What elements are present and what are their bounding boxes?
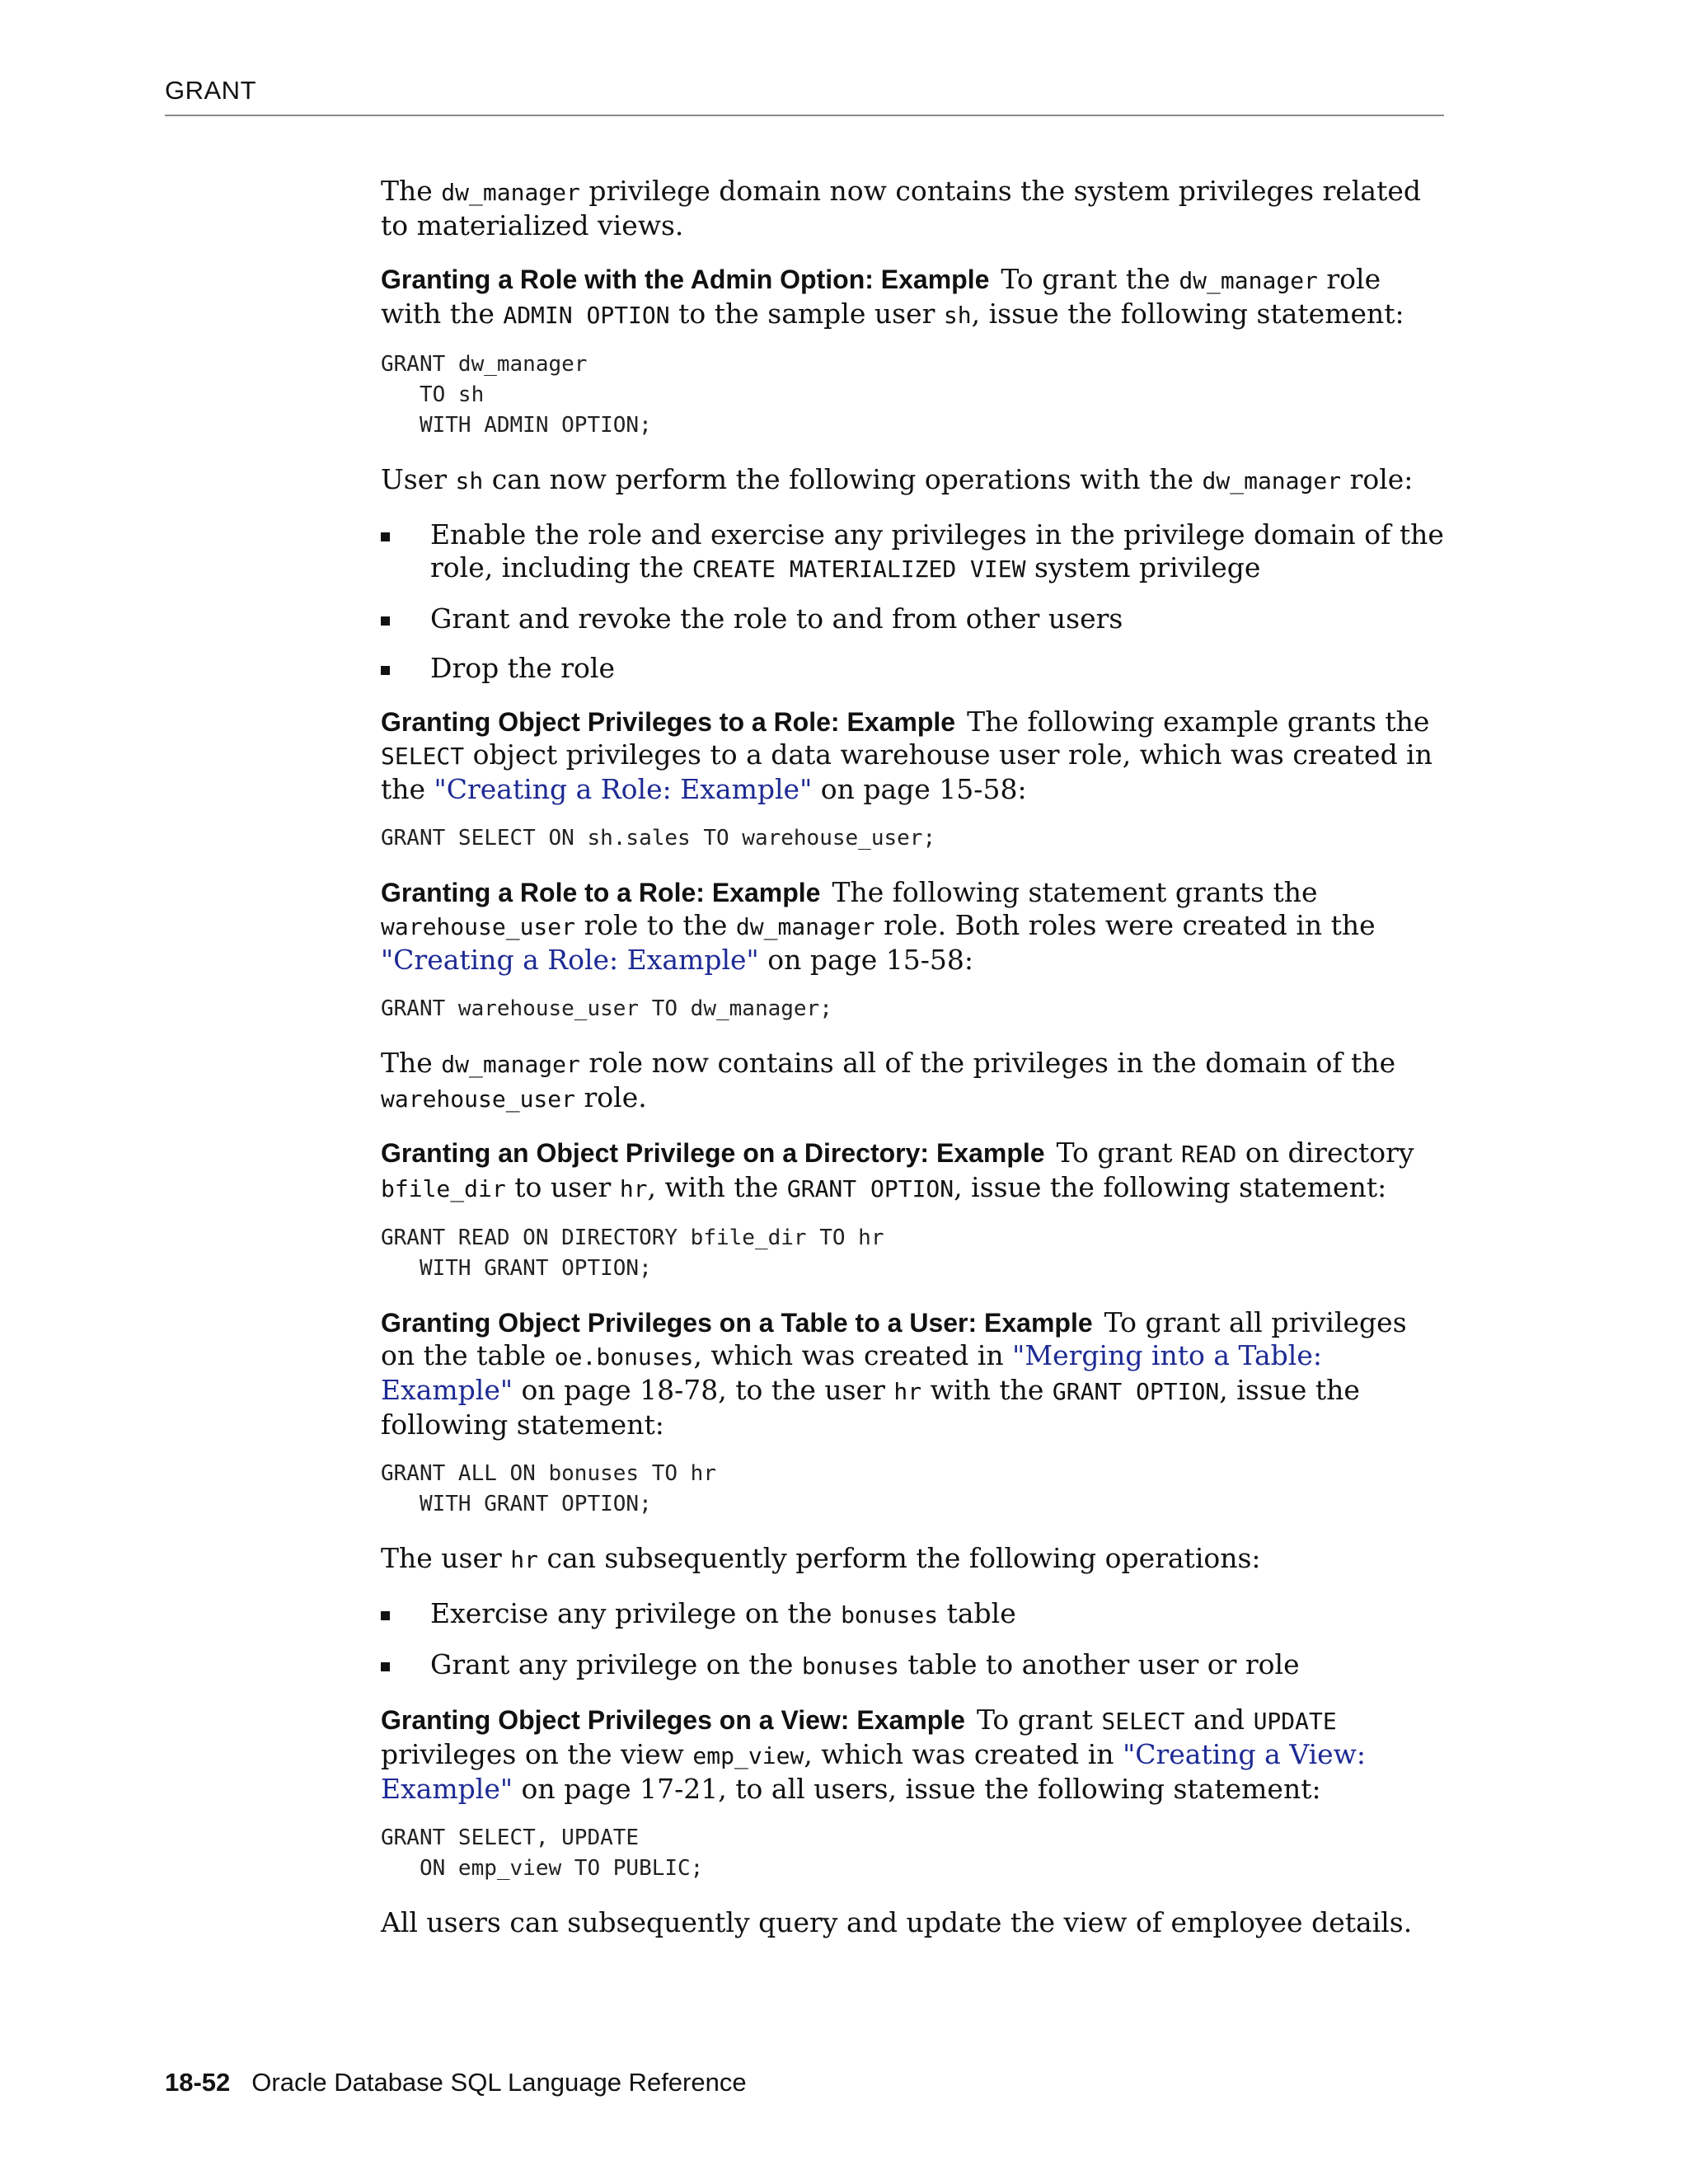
paragraph-user-sh [381, 463, 1444, 498]
text: to user [505, 1171, 620, 1203]
text: table [938, 1597, 1016, 1629]
bullet-list [381, 1597, 1444, 1683]
text: , issue the following statement: [954, 1171, 1387, 1203]
text: Drop the role [430, 652, 615, 684]
inline-code: dw_manager [441, 1051, 580, 1078]
inline-code: dw_manager [1202, 467, 1342, 494]
text: The [381, 175, 442, 207]
text: Grant any privilege on the [430, 1648, 802, 1680]
cross-reference-link[interactable]: "Creating a Role: Example" [434, 773, 813, 805]
book-title: Oracle Database SQL Language Reference [251, 2068, 747, 2097]
section-heading: Granting a Role to a Role: Example [381, 878, 821, 907]
bullet-icon [381, 532, 390, 541]
code-block: GRANT warehouse_user TO dw_manager; [381, 996, 832, 1021]
text: role. [575, 1081, 647, 1113]
section-admin-option [381, 263, 1444, 332]
code-block: GRANT ALL ON bonuses TO hr WITH GRANT OPTION; [381, 1461, 716, 1516]
list-item [381, 602, 1444, 635]
section-heading: Granting an Object Privilege on a Directory: Example [381, 1138, 1045, 1168]
text: with the [921, 1374, 1053, 1406]
list-item [381, 1648, 1444, 1683]
bullet-list [381, 518, 1444, 685]
text: can now perform the following operations with the [483, 463, 1203, 495]
section-object-privileges-role [381, 705, 1444, 806]
cross-reference-link[interactable]: "Merging into a Table: Example" [381, 1339, 1322, 1406]
inline-code: hr [510, 1546, 538, 1573]
inline-code: dw_manager [441, 179, 580, 206]
code-block: GRANT SELECT ON sh.sales TO warehouse_user; [381, 826, 936, 851]
text: role to the [575, 909, 736, 941]
inline-code: bonuses [841, 1601, 939, 1629]
code-block: GRANT SELECT, UPDATE ON emp_view TO PUBLIC; [381, 1825, 704, 1881]
inline-code: GRANT OPTION [786, 1175, 954, 1202]
text: The following statement grants the [832, 876, 1318, 908]
section-role-to-role [381, 876, 1444, 977]
inline-code: SELECT [1101, 1708, 1185, 1735]
inline-code: sh [455, 467, 484, 494]
list-item [381, 652, 1444, 685]
bullet-icon [381, 1662, 390, 1671]
text: role now contains all of the privileges in the domain of the [579, 1047, 1396, 1079]
inline-code: dw_manager [1179, 267, 1318, 294]
text: role. Both roles were created in the [874, 909, 1376, 941]
bullet-icon [381, 666, 390, 675]
section-table-to-user [381, 1306, 1444, 1441]
code-block: GRANT READ ON DIRECTORY bfile_dir TO hr WITH GRANT OPTION; [381, 1226, 884, 1281]
inline-code: oe.bonuses [554, 1343, 694, 1371]
text: to the sample user [669, 298, 944, 330]
text: role: [1341, 463, 1414, 495]
section-heading: Granting Object Privileges to a Role: Example [381, 707, 956, 737]
code-block: GRANT dw_manager TO sh WITH ADMIN OPTION; [381, 352, 652, 438]
text: on page 17-21, to all users, issue the following statement: [513, 1773, 1321, 1805]
text: Grant and revoke the role to and from other users [430, 602, 1123, 635]
text: Enable the role and exercise any privileges in the privilege domain of the role, including the [430, 518, 1444, 583]
text: privileges on the view [381, 1738, 693, 1770]
inline-code: UPDATE [1253, 1708, 1337, 1735]
section-view [381, 1704, 1444, 1806]
text: can subsequently perform the following operations: [537, 1542, 1261, 1574]
inline-code: sh [943, 302, 972, 329]
text: , which was created in [693, 1339, 1013, 1371]
page-footer [165, 2068, 747, 2097]
text: on page 18-78, to the user [513, 1374, 894, 1406]
text: The user [381, 1542, 511, 1574]
section-directory [381, 1137, 1444, 1206]
inline-code: warehouse_user [381, 1085, 576, 1113]
text: object privileges to a data warehouse user role, which was created in the [381, 738, 1432, 805]
text: The [381, 1047, 442, 1079]
text: To grant all privileges on the table [381, 1306, 1407, 1371]
text: All users can subsequently query and update the view of employee details. [381, 1906, 1413, 1938]
text: on page 15-58: [758, 944, 974, 976]
inline-code: SELECT [381, 743, 465, 770]
text: , which was created in [804, 1738, 1123, 1770]
inline-code: ADMIN OPTION [503, 302, 670, 329]
text: on page 15-58: [812, 773, 1027, 805]
text: User [381, 463, 456, 495]
inline-code: bfile_dir [381, 1175, 506, 1202]
text: privilege domain now contains the system privileges related to materialized views. [381, 175, 1422, 241]
inline-code: hr [619, 1175, 648, 1202]
header-rule [165, 115, 1444, 116]
section-heading: Granting Object Privileges on a Table to a User: Example [381, 1308, 1093, 1338]
text: To grant the [1001, 263, 1179, 295]
page-content [381, 175, 1444, 1960]
section-heading: Granting a Role with the Admin Option: Example [381, 265, 990, 294]
text: To grant [1056, 1137, 1181, 1169]
section-heading: Granting Object Privileges on a View: Example [381, 1705, 965, 1735]
text: The following example grants the [967, 705, 1430, 738]
inline-code: hr [893, 1378, 922, 1405]
list-item [381, 518, 1444, 586]
text: Exercise any privilege on the [430, 1597, 842, 1629]
inline-code: bonuses [801, 1652, 899, 1680]
bullet-icon [381, 1611, 390, 1620]
text: , with the [647, 1171, 787, 1203]
text: and [1184, 1704, 1254, 1736]
inline-code: emp_view [692, 1742, 804, 1769]
page-number: 18-52 [165, 2068, 231, 2097]
inline-code: warehouse_user [381, 913, 576, 940]
running-header: GRANT [165, 76, 256, 105]
paragraph-user-hr [381, 1542, 1444, 1577]
cross-reference-link[interactable]: "Creating a Role: Example" [381, 944, 759, 976]
list-item [381, 1597, 1444, 1632]
text: To grant [976, 1704, 1102, 1736]
text: , issue the following statement: [381, 1374, 1360, 1441]
paragraph-all-users [381, 1906, 1444, 1939]
inline-code: dw_manager [735, 913, 875, 940]
inline-code: CREATE MATERIALIZED VIEW [692, 555, 1026, 583]
text: on directory [1236, 1137, 1414, 1169]
inline-code: GRANT OPTION [1052, 1378, 1220, 1405]
text: , issue the following statement: [971, 298, 1404, 330]
inline-code: READ [1180, 1141, 1237, 1168]
paragraph-dw-manager-role [381, 1047, 1444, 1116]
text: role with the [381, 263, 1381, 330]
cross-reference-link[interactable]: "Creating a View: Example" [381, 1738, 1367, 1805]
paragraph-dw-manager-domain [381, 175, 1444, 242]
text: system privilege [1025, 551, 1261, 583]
text: table to another user or role [898, 1648, 1300, 1680]
bullet-icon [381, 616, 390, 626]
